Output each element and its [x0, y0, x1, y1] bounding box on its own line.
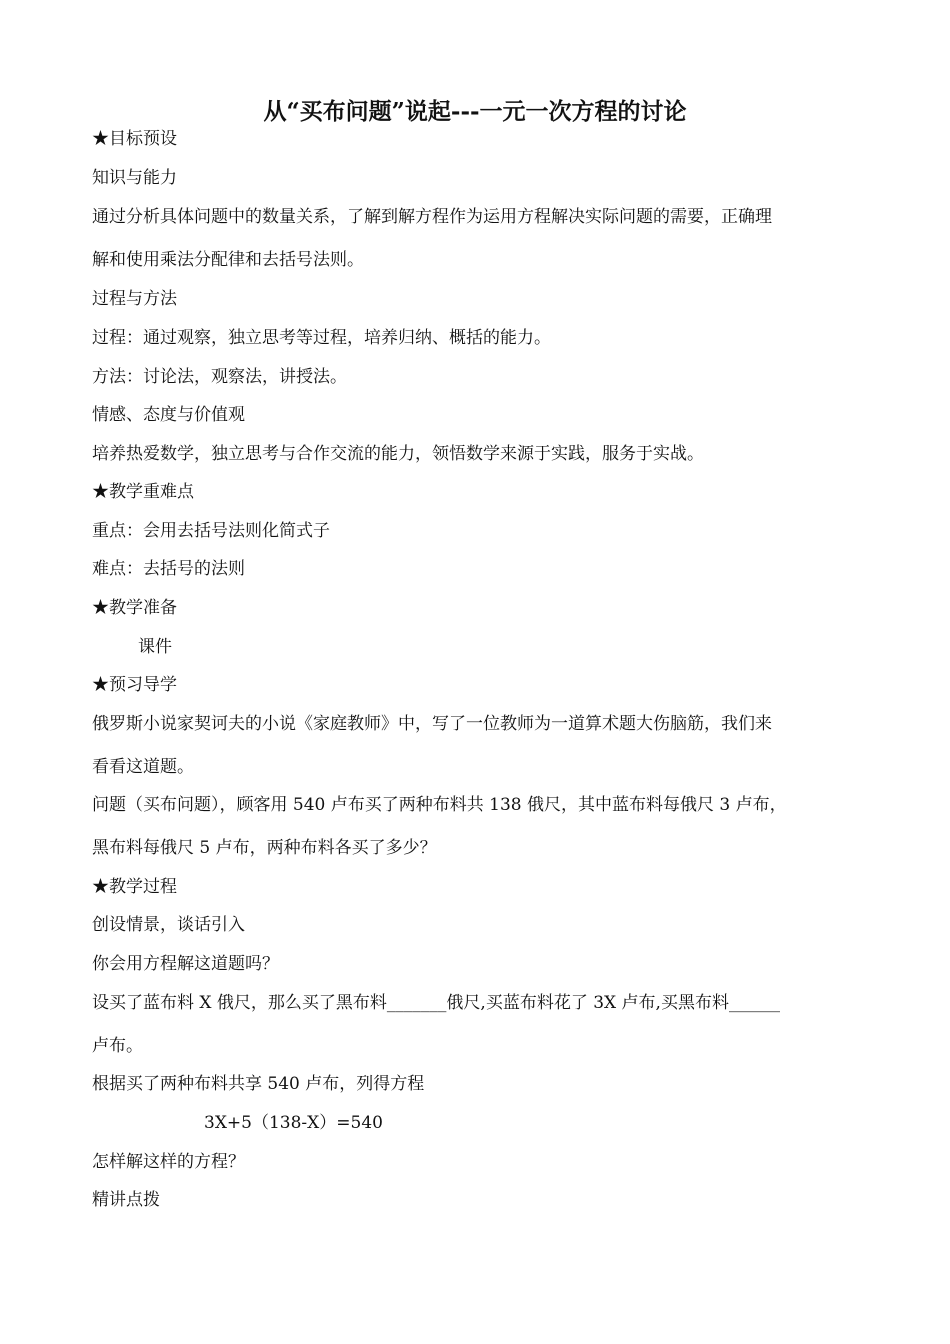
paragraph-setup-2: 卢布。: [92, 1036, 143, 1056]
paragraph-key-point: 重点：会用去括号法则化简式子: [92, 521, 330, 541]
section-heading-goals: ★目标预设: [92, 129, 177, 149]
paragraph-problem-1: 问题（买布问题），顾客用 540 卢布买了两种布料共 138 俄尺，其中蓝布料每俄尺 3 卢布，: [92, 795, 787, 815]
paragraph-problem-2: 黑布料每俄尺 5 卢布，两种布料各买了多少？: [92, 838, 437, 858]
subheading-process: 过程与方法: [92, 289, 177, 309]
section-heading-preview: ★预习导学: [92, 675, 177, 695]
subheading-explanation: 精讲点拨: [92, 1190, 160, 1210]
paragraph-emotion: 培养热爱数学，独立思考与合作交流的能力，领悟数学来源于实践，服务于实战。: [92, 444, 704, 464]
paragraph-how-to-solve: 怎样解这样的方程？: [92, 1152, 245, 1172]
preparation-item: 课件: [138, 637, 172, 657]
section-heading-key-points: ★教学重难点: [92, 482, 194, 502]
paragraph-knowledge-1: 通过分析具体问题中的数量关系，了解到解方程作为运用方程解决实际问题的需要，正确理: [92, 207, 772, 227]
subheading-emotion: 情感、态度与价值观: [92, 405, 245, 425]
paragraph-question: 你会用方程解这道题吗？: [92, 954, 279, 974]
paragraph-equation-intro: 根据买了两种布料共享 540 卢布，列得方程: [92, 1074, 425, 1094]
subheading-scenario: 创设情景，谈话引入: [92, 915, 245, 935]
paragraph-process: 过程：通过观察，独立思考等过程，培养归纳、概括的能力。: [92, 328, 551, 348]
paragraph-knowledge-2: 解和使用乘法分配律和去括号法则。: [92, 250, 364, 270]
section-heading-process: ★教学过程: [92, 877, 177, 897]
section-heading-preparation: ★教学准备: [92, 598, 177, 618]
paragraph-preview-2: 看看这道题。: [92, 757, 194, 777]
paragraph-difficult-point: 难点：去括号的法则: [92, 559, 245, 579]
page-title: 从“买布问题”说起---一元一次方程的讨论: [263, 98, 687, 125]
paragraph-preview-1: 俄罗斯小说家契诃夫的小说《家庭教师》中，写了一位教师为一道算术题大伤脑筋，我们来: [92, 714, 772, 734]
paragraph-method: 方法：讨论法，观察法，讲授法。: [92, 367, 347, 387]
equation: 3X+5（138-X）=540: [204, 1113, 383, 1133]
subheading-knowledge: 知识与能力: [92, 168, 177, 188]
paragraph-setup-1: 设买了蓝布料 X 俄尺，那么买了黑布料_______俄尺,买蓝布料花了 3X 卢布,买黑布料______: [92, 993, 780, 1013]
